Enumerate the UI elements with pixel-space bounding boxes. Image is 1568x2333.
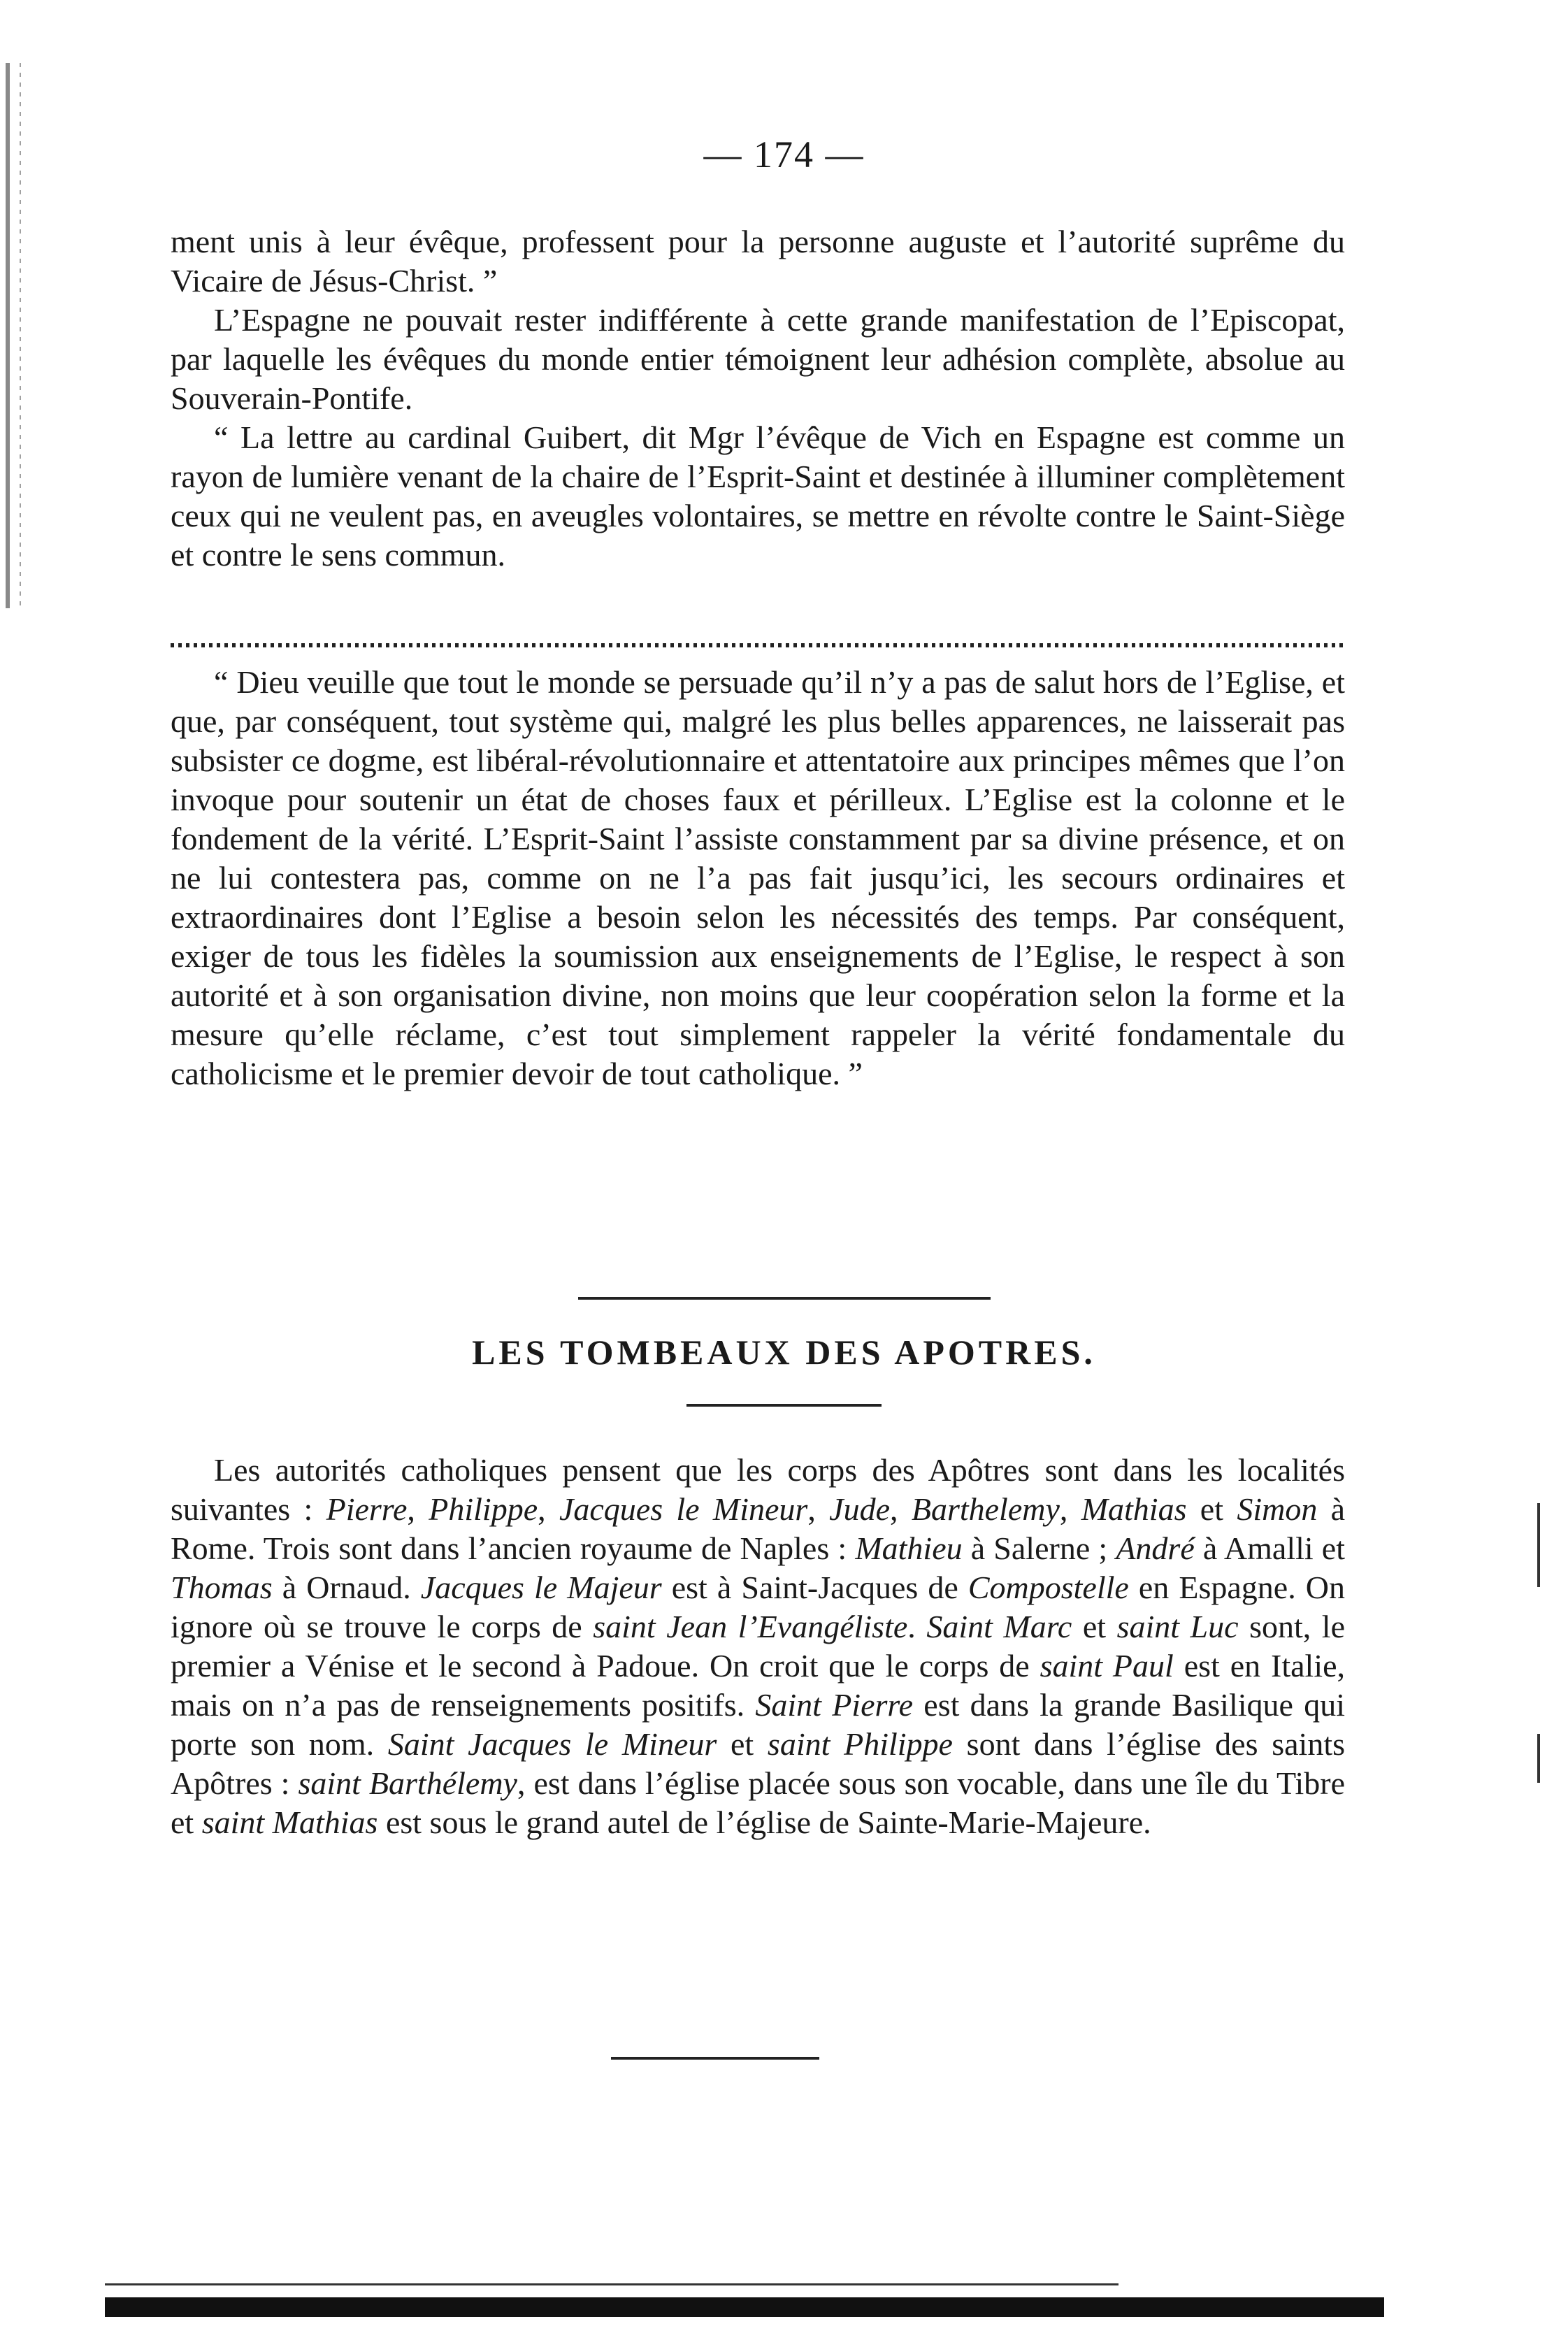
page-number: — 174 —: [703, 134, 865, 175]
title-underline: [686, 1404, 882, 1407]
scan-margin-mark: [1537, 1503, 1540, 1587]
section-paragraph: Les autorités catholiques pensent que les corps des Apôtres sont dans les localités suivantes : Pierre, Philippe, Jacques le Mineur, Jude, Barthelemy, Mathias et Simon à Rome. Trois sont dans l’ancien royaume de Naples : Mathieu à Salerne ; André à Amalli et Thomas à Ornaud. Jacques le Majeur est à Saint-Jacques de Compostelle en Espagne. On ignore où se trouve le corps de saint Jean l’Evangéliste. Saint Marc et saint Luc sont, le premier a Vénise et le second à Padoue. On croit que le corps de saint Paul est en Italie, mais on n’a pas de renseignements positifs. Saint Pierre est dans la grande Basilique qui porte son nom. Saint Jacques le Mineur et saint Philippe sont dans l’église des saints Apôtres : saint Barthélemy, est dans l’église placée sous son vocable, dans une île du Tibre et saint Mathias est sous le grand autel de l’église de Sainte-Marie-Majeure.: [171, 1452, 1346, 1840]
paragraph: ment unis à leur évêque, professent pour la personne auguste et l’autorité suprême du Vicaire de Jésus-Christ. ”: [171, 224, 1345, 299]
end-divider: [611, 2057, 819, 2060]
text-block-top: [171, 222, 1345, 575]
text-block-quote: [171, 663, 1345, 1093]
paragraph: “ La lettre au cardinal Guibert, dit Mgr l’évêque de Vich en Espagne est comme un rayon de lumière venant de la chaire de l’Esprit-Saint et destinée à illuminer complètement ceux qui ne veulent pas, en aveugles volontaires, se mettre en révolte contre le Saint-Siège et contre le sens commun.: [171, 419, 1345, 573]
scan-bottom-line: [105, 2283, 1119, 2285]
scan-bottom-bar: [105, 2297, 1384, 2317]
text-block-section: [171, 1451, 1345, 1842]
section-divider: [578, 1297, 991, 1300]
scan-margin-mark: [1537, 1734, 1540, 1783]
ellipsis-rule: [171, 643, 1345, 647]
paragraph: L’Espagne ne pouvait rester indifférente à cette grande manifestation de l’Episcopat, par laquelle les évêques du monde entier témoignent leur adhésion complète, absolue au Souverain-Pontife.: [171, 302, 1345, 416]
quote-paragraph: “ Dieu veuille que tout le monde se persuade qu’il n’y a pas de salut hors de l’Eglise, et que, par conséquent, tout système qui, malgré les plus belles apparences, ne laisserait pas subsister ce dogme, est libéral-révolutionnaire et attentatoire aux principes mêmes que l’on invoque pour soutenir un état de choses faux et périlleux. L’Eglise est la colonne et le fondement de la vérité. L’Esprit-Saint l’assiste constamment par sa divine présence, et on ne lui contestera pas, comme on ne l’a pas fait jusqu’ici, les secours ordinaires et extraordinaires dont l’Eglise a besoin selon les nécessités des temps. Par conséquent, exiger de tous les fidèles la soumission aux enseignements de l’Eglise, le respect à son autorité et à son organisation divine, non moins que leur coopération selon la forme et la mesure qu’elle réclame, c’est tout simplement rappeler la vérité fondamentale du catholicisme et le premier devoir de tout catholique. ”: [171, 664, 1345, 1091]
section-title: LES TOMBEAUX DES APOTRES.: [472, 1333, 1096, 1372]
